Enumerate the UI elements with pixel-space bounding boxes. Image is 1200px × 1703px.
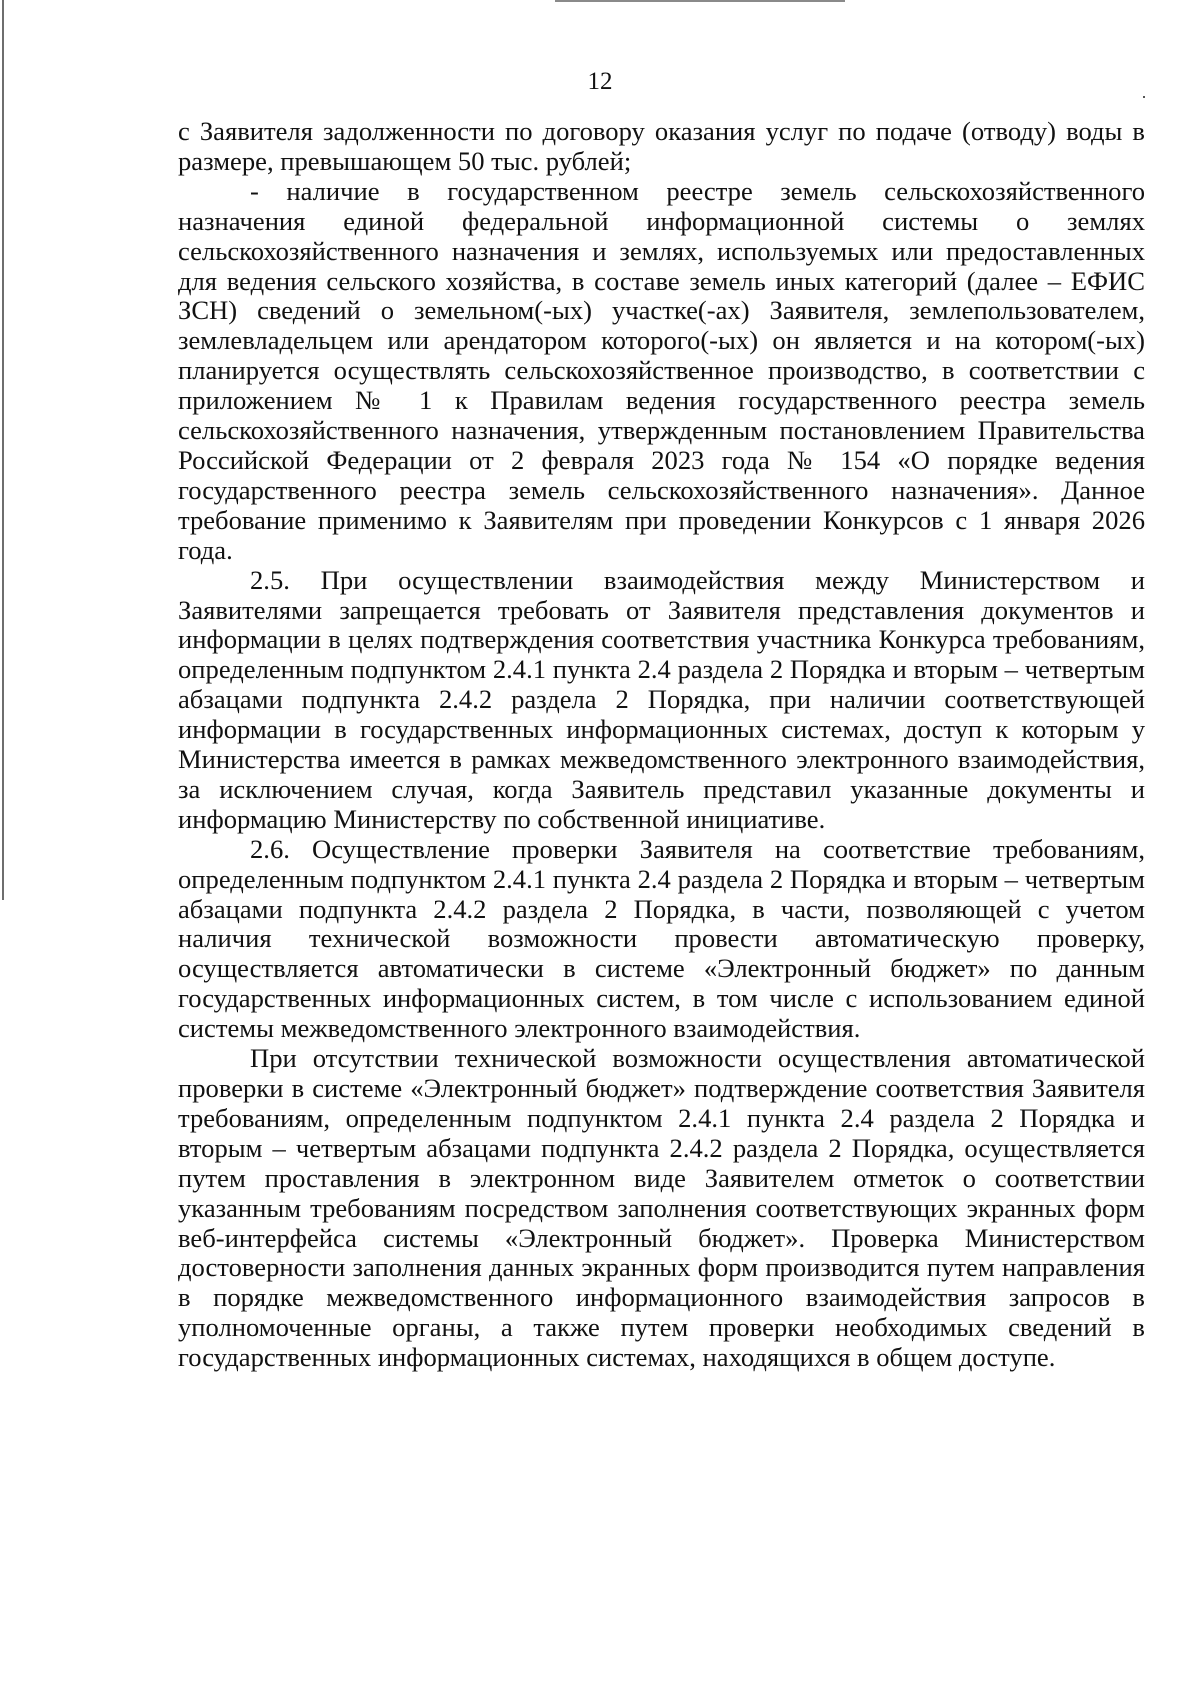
paragraph-efis-zsn: - наличие в государственном реестре земель сельскохозяйственного назначения единой федеральной информационной системы о землях сельскохозяйственного назначения и землях, используемых или предоставленных для ведения сельского хозяйства, в составе земель иных категорий (далее – ЕФИС ЗСН) сведений о земельном(-ых) участке(-ах) Заявителя, землепользователем, землевладельцем или арендатором которого(-ых) он является и на котором(-ых) планируется осуществлять сельскохозяйственное производство, в соответствии с приложением № 1 к Правилам ведения государственного реестра земель сельскохозяйственного назначения, утвержденным постановлением Правительства Российской Федерации от 2 февраля 2023 года № 154 «О порядке ведения государственного реестра земель сельскохозяйственного назначения». Данное требование применимо к Заявителям при проведении Конкурсов с 1 января 2026 года. bbox=[178, 175, 1145, 565]
scan-left-edge bbox=[2, 0, 4, 900]
paragraph-debt-continuation: с Заявителя задолженности по договору оказания услуг по подаче (отводу) воды в размере, превышающем 50 тыс. рублей; bbox=[178, 116, 1145, 176]
scan-speck bbox=[1143, 96, 1145, 98]
paragraph-no-technical-possibility: При отсутствии технической возможности осуществления автоматической проверки в системе «Электронный бюджет» подтверждение соответствия Заявителя требованиям, определенным подпунктом 2.4.1 пункта 2.4 раздела 2 Порядка и вторым – четвертым абзацами подпункта 2.4.2 раздела 2 Порядка, осуществляется путем проставления в электронном виде Заявителем отметок о соответствии указанным требованиям посредством заполнения соответствующих экранных форм веб-интерфейса системы «Электронный бюджет». Проверка Министерством достоверности заполнения данных экранных форм производится путем направления в порядке межведомственного информационного взаимодействия запросов в уполномоченные органы, а также путем проверки необходимых сведений в государственных информационных системах, находящихся в общем доступе. bbox=[178, 1043, 1145, 1373]
paragraph-section-2-5: 2.5. При осуществлении взаимодействия между Министерством и Заявителями запрещается требовать от Заявителя представления документов и информации в целях подтверждения соответствия участника Конкурса требованиям, определенным подпунктом 2.4.1 пункта 2.4 раздела 2 Порядка и вторым – четвертым абзацами подпункта 2.4.2 раздела 2 Порядка, при наличии соответствующей информации в государственных информационных системах, доступ к которым у Министерства имеется в рамках межведомственного электронного взаимодействия, за исключением случая, когда Заявитель представил указанные документы и информацию Министерству по собственной инициативе. bbox=[178, 564, 1145, 834]
document-body bbox=[178, 117, 1145, 1373]
page-number: 12 bbox=[587, 68, 613, 95]
paragraph-section-2-6: 2.6. Осуществление проверки Заявителя на соответствие требованиям, определенным подпунктом 2.4.1 пункта 2.4 раздела 2 Порядка и вторым – четвертым абзацами подпункта 2.4.2 раздела 2 Порядка, в части, позволяющей с учетом наличия технической возможности провести автоматическую проверку, осуществляется автоматически в системе «Электронный бюджет» по данным государственных информационных систем, в том числе с использованием единой системы межведомственного электронного взаимодействия. bbox=[178, 833, 1145, 1044]
scan-top-line bbox=[555, 0, 845, 2]
